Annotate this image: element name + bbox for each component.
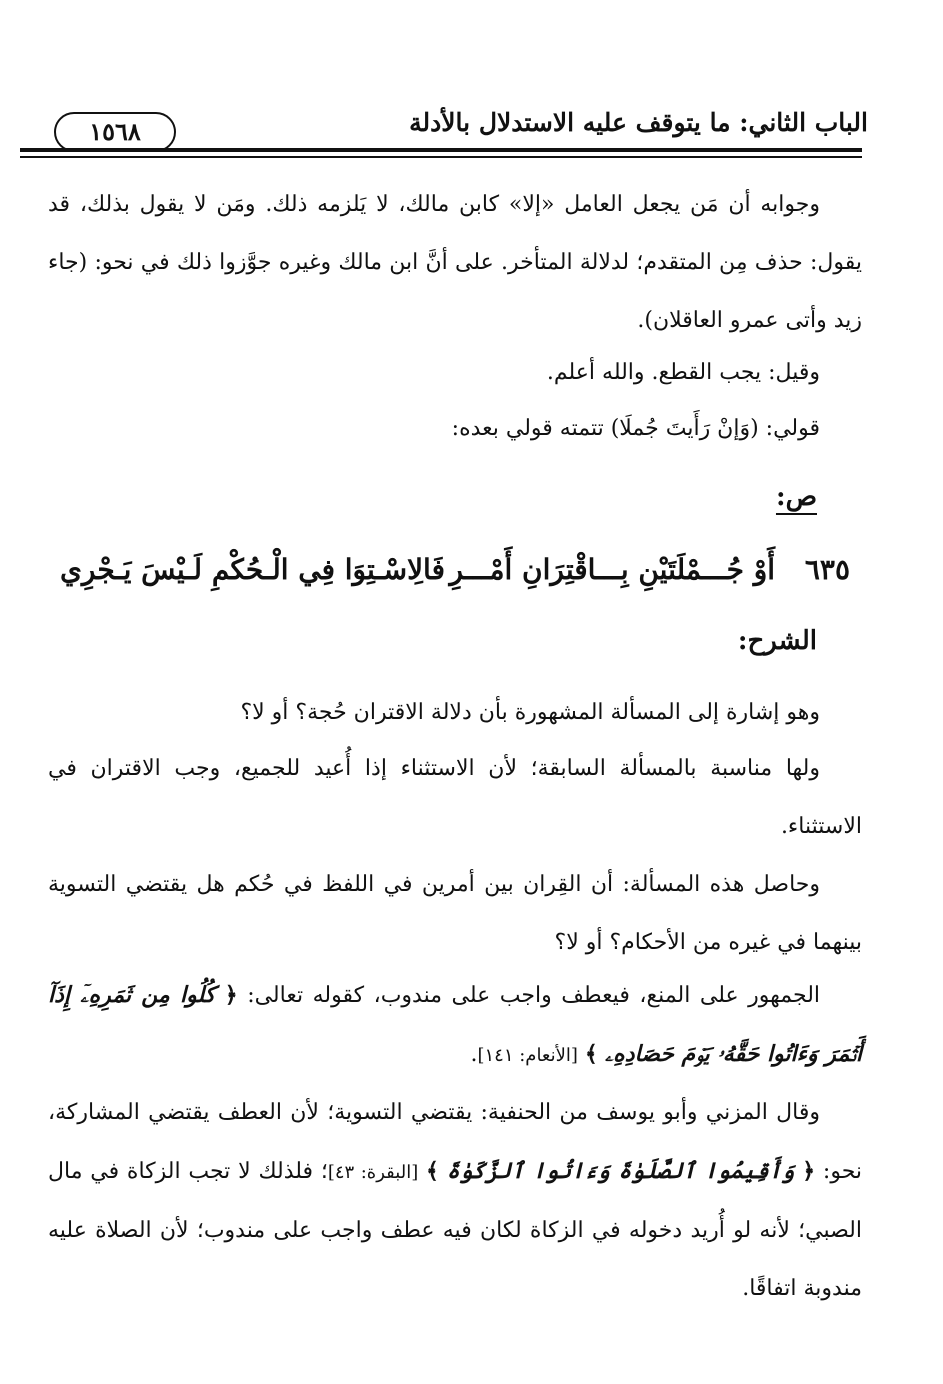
text-label-sad: ص: [775,482,817,512]
paragraph-5: ولها مناسبة بالمسألة السابقة؛ لأن الاستثناء إذا أُعيد للجميع، وجب الاقتران في الاستثناء. [48,756,862,839]
paragraph-7-text: الجمهور على المنع، فيعطف واجب على مندوب، كقوله تعالى: [247,983,821,1008]
commentary-label: الشرح: [737,626,817,656]
quran-open-bracket: ﴿ [802,1158,816,1184]
quran-quote: وَأَقِيمُوا ٱلصَّلَوٰةَ وَءَاتُوا ٱلزَّكَوٰةَ [446,1158,795,1184]
header-rule-thin [20,156,862,158]
quran-open-bracket: ﴿ [224,982,238,1008]
quran-close-bracket: ﴾ [426,1158,439,1184]
quran-reference: [الأنعام: ١٤١] [477,1045,578,1066]
paragraph-7 [48,966,862,1085]
verse-number: ٦٣٥ [804,553,850,586]
paragraph-6: وحاصل هذه المسألة: أن القِران بين أمرين في اللفظ في حُكم هل يقتضي التسوية بينهما في غيره من الأحكام؟ أو لا؟ [48,872,862,955]
verse-hemistich-1: أَوْ جُـــمْلَتَيْنِ بِـــاقْتِرَانِ أَمْـــرِ [449,553,775,586]
page-header [48,104,868,154]
paragraph-1: وجوابه أن مَن يجعل العامل «إلا» كابن مالك، لا يَلزمه ذلك. ومَن لا يقول بذلك، قد يقول: حذف مِن المتقدم؛ لدلالة المتأخر. على أنَّ ابن مالك وغيره جوَّزوا ذلك في نحو: (جاء زيد وأتى عمرو العاقلان). [48,192,862,333]
paragraph-2: وقيل: يجب القطع. والله أعلم. [546,360,820,385]
quran-quote: كُلُوا مِن ثَمَرِهِۦٓ إِذَآ أَثۡمَرَ وَءَاتُوا حَقَّهُۥ يَوۡمَ حَصَادِهِۦ [48,982,862,1067]
verse-hemistich-2: فَالِاسْـتِوَا فِي الْـحُكْمِ لَـيْسَ يَـجْرِي [60,553,445,586]
quran-reference: [البقرة: ٤٣] [327,1162,419,1183]
paragraph-3: قولي: (وَإنْ رَأَيتَ جُملَا) تتمته قولي بعده: [451,416,820,441]
running-title: الباب الثاني: ما يتوقف عليه الاستدلال بالأدلة [409,108,868,137]
quran-close-bracket: ﴾ [584,1041,598,1067]
paragraph-7-end: . [470,1042,478,1067]
header-rule-thick [20,148,862,152]
paragraph-8-text: وقال المزني وأبو يوسف من الحنفية: يقتضي التسوية؛ لأن العطف يقتضي المشاركة، نحو: [48,1100,863,1184]
paragraph-4: وهو إشارة إلى المسألة المشهورة بأن دلالة الاقتران حُجة؟ أو لا؟ [240,700,820,725]
poem-verse [60,540,850,600]
page-number: ١٥٦٨ [54,112,176,152]
paragraph-8 [48,1084,862,1318]
paragraph-8-end: ؛ فلذلك لا تجب الزكاة في مال الصبي؛ لأنه لو أُريد دخوله في الزكاة لكان فيه عطف واجب على مندوب؛ لأن الصلاة عليه مندوبة اتفاقًا. [48,1159,862,1301]
